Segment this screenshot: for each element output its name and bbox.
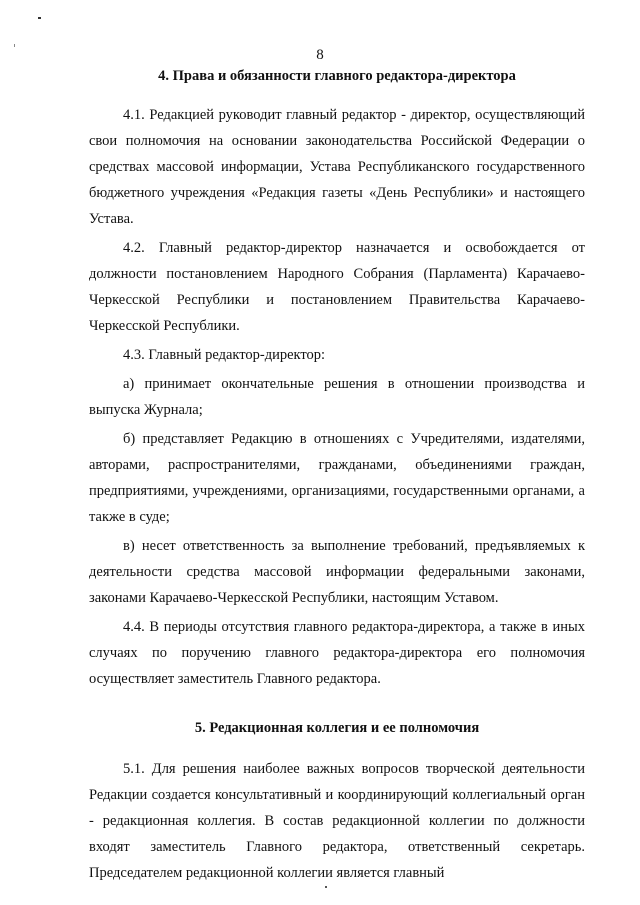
paragraph-4-3: 4.3. Главный редактор-директор:	[123, 347, 326, 363]
section-4-heading: 4. Права и обязанности главного редактора-директора	[158, 68, 516, 84]
document-body	[89, 64, 585, 886]
paragraph-4-3-a: а) принимает окончательные решения в отношении производства и выпуска Журнала;	[89, 376, 585, 418]
section-5-heading: 5. Редакционная коллегия и ее полномочия	[194, 720, 480, 736]
scan-mark-bottom	[325, 886, 327, 888]
paragraph-4-3-b: б) представляет Редакцию в отношениях с Учредителями, издателями, авторами, распространителями, гражданами, объединениями граждан, предприятиями, учреждениями, организациями, государственными органами, а также в суде;	[89, 431, 585, 525]
paragraph-5-1: 5.1. Для решения наиболее важных вопросов творческой деятельности Редакции создается консультативный и координирующий коллегиальный орган - редакционная коллегия. В состав редакционной коллегии по должности входят заместитель Главного редактора, ответственный секретарь. Председателем редакционной коллегии является главный	[89, 761, 585, 881]
paragraph-4-3-v: в) несет ответственность за выполнение требований, предъявляемых к деятельности средства массовой информации федеральными законами, законами Карачаево-Черкесской Республики, настоящим Уставом.	[89, 538, 585, 606]
paragraph-4-1: 4.1. Редакцией руководит главный редактор - директор, осуществляющий свои полномочия на основании законодательства Российской Федерации о средствах массовой информации, Устава Республиканского государственного бюджетного учреждения «Редакция газеты «День Республики» и настоящего Устава.	[89, 107, 585, 227]
paragraph-4-4: 4.4. В периоды отсутствия главного редактора-директора, а также в иных случаях по поручению главного редактора-директора его полномочия осуществляет заместитель Главного редактора.	[89, 619, 585, 687]
scan-mark-top-left	[38, 17, 41, 19]
page-number: 8	[316, 47, 324, 63]
paragraph-4-2: 4.2. Главный редактор-директор назначается и освобождается от должности постановлением Народного Собрания (Парламента) Карачаево-Черкесской Республики и постановлением Правительства Карачаево-Черкесской Республики.	[89, 240, 585, 334]
